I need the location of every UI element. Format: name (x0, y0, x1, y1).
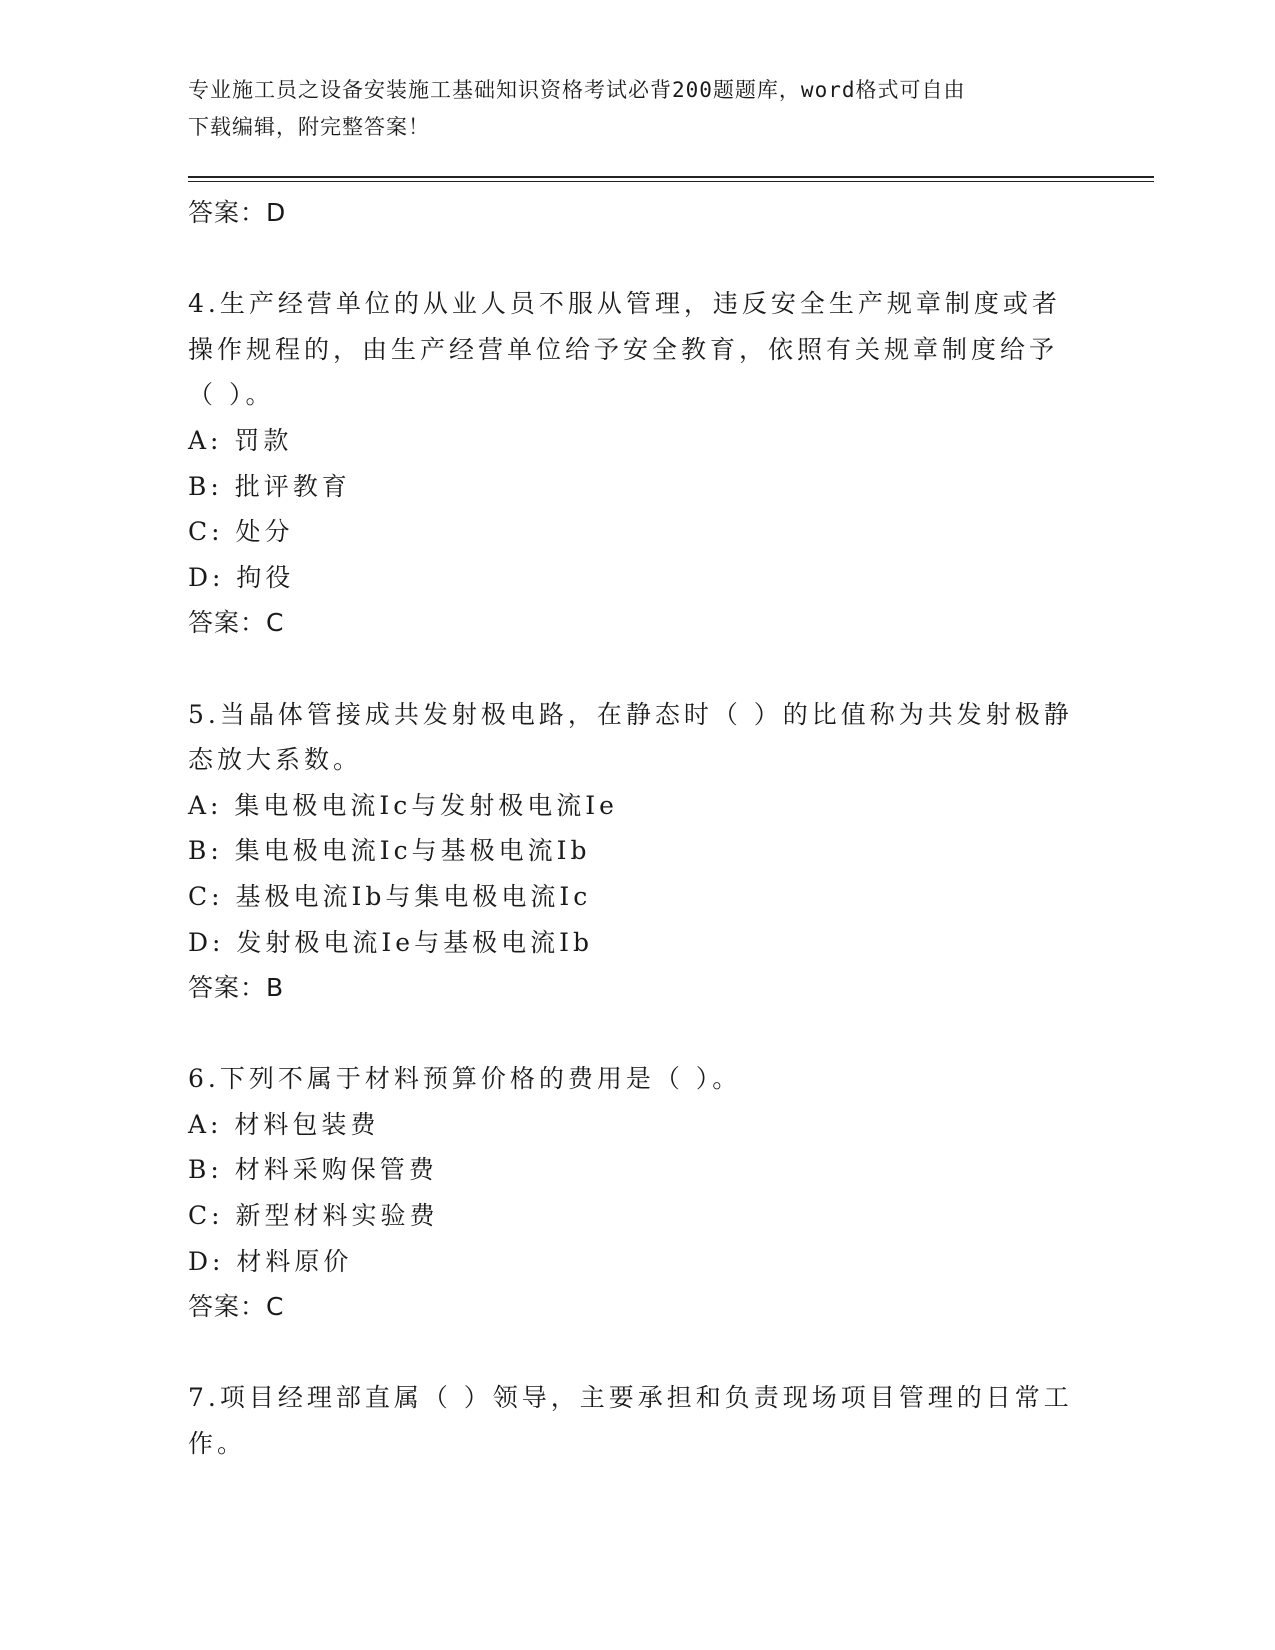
header-divider-thin (188, 181, 1154, 182)
option-c: C: 新型材料实验费 (188, 1201, 439, 1231)
option-a: A: 罚款 (188, 425, 293, 455)
header-line-2: 下载编辑，附完整答案！ (188, 115, 430, 139)
question-block (188, 692, 1088, 1011)
question-text: 4.生产经营单位的从业人员不服从管理，违反安全生产规章制度或者 (188, 289, 1061, 319)
option-b: B: 批评教育 (188, 471, 351, 501)
option-c: C: 处分 (188, 517, 294, 547)
option-d: D: 拘役 (188, 562, 295, 592)
header-line-1: 专业施工员之设备安装施工基础知识资格考试必背200题题库，word格式可自由 (188, 78, 966, 102)
option-d: D: 材料原价 (188, 1246, 353, 1276)
answer-line: 答案：B (188, 973, 285, 1003)
header-divider-thick (188, 176, 1154, 178)
question-text: 作。 (188, 1429, 247, 1459)
answer-line: 答案：C (188, 1292, 285, 1322)
document-body (188, 190, 1088, 1467)
option-b: B: 材料采购保管费 (188, 1155, 438, 1185)
question-block (188, 281, 1088, 646)
question-text: 5.当晶体管接成共发射极电路，在静态时（ ）的比值称为共发射极静 (188, 699, 1073, 729)
question-text: （ ）。 (188, 380, 275, 410)
question-block (188, 1056, 1088, 1330)
question-text: 6.下列不属于材料预算价格的费用是（ ）。 (188, 1064, 742, 1094)
option-a: A: 材料包装费 (188, 1109, 380, 1139)
question-text: 操作规程的，由生产经营单位给予安全教育，依照有关规章制度给予 (188, 334, 1059, 364)
option-d: D: 发射极电流Ie与基极电流Ib (188, 927, 593, 957)
answer-line: 答案：D (188, 198, 287, 227)
answer-line: 答案：C (188, 608, 285, 638)
option-b: B: 集电极电流Ic与基极电流Ib (188, 836, 591, 866)
option-c: C: 基极电流Ib与集电极电流Ic (188, 881, 592, 911)
question-text: 态放大系数。 (188, 745, 363, 775)
question-text: 7.项目经理部直属（ ）领导，主要承担和负责现场项目管理的日常工 (188, 1383, 1073, 1413)
page-header (188, 72, 1068, 146)
option-a: A: 集电极电流Ic与发射极电流Ie (188, 790, 618, 820)
question-block (188, 1375, 1088, 1466)
